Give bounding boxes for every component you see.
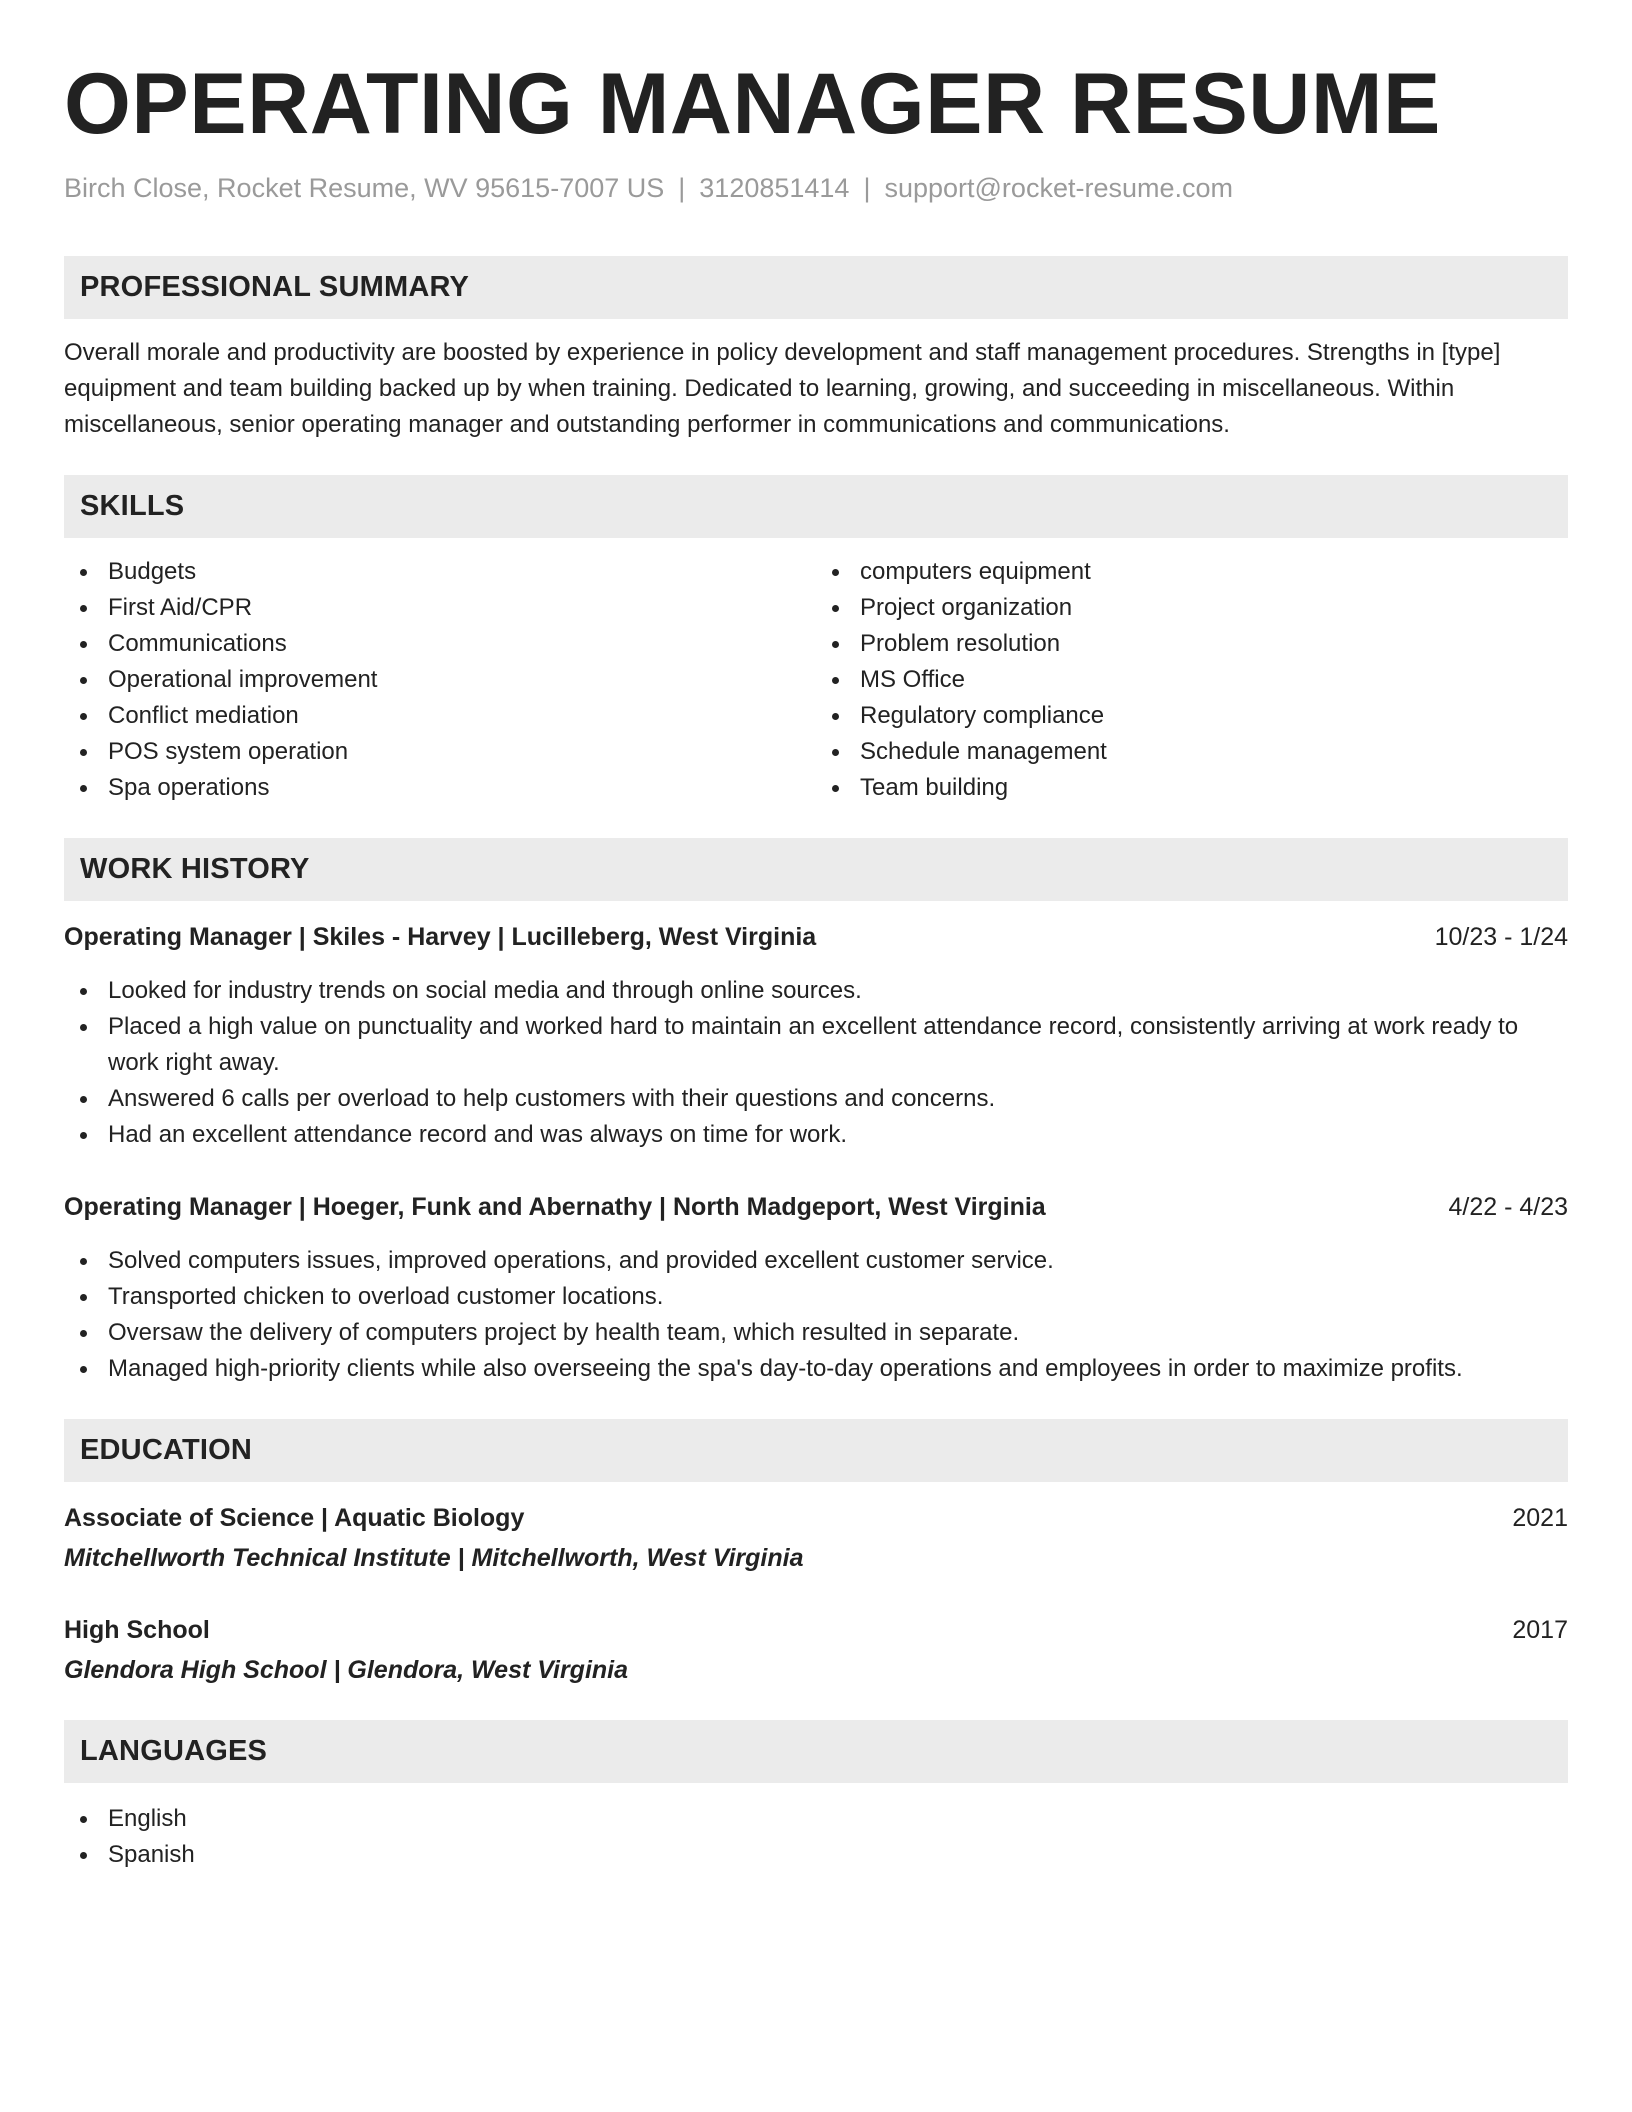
education-degree: High School bbox=[64, 1616, 210, 1644]
job-entry bbox=[64, 1189, 1568, 1387]
job-bullet: Transported chicken to overload customer locations. bbox=[64, 1279, 1568, 1315]
job-dates: 4/22 - 4/23 bbox=[1448, 1193, 1568, 1221]
job-bullet: Answered 6 calls per overload to help customers with their questions and concerns. bbox=[64, 1081, 1568, 1117]
skill-item: Operational improvement bbox=[64, 662, 816, 698]
skill-item: Spa operations bbox=[64, 770, 816, 806]
contact-separator: | bbox=[678, 173, 686, 203]
job-dates: 10/23 - 1/24 bbox=[1434, 923, 1568, 951]
education-school: Mitchellworth Technical Institute | Mitchellworth, West Virginia bbox=[64, 1544, 804, 1572]
skill-item: First Aid/CPR bbox=[64, 590, 816, 626]
job-bullet: Had an excellent attendance record and was always on time for work. bbox=[64, 1117, 1568, 1153]
section-heading-languages: LANGUAGES bbox=[64, 1720, 1568, 1783]
job-entry bbox=[64, 919, 1568, 1153]
job-bullet: Placed a high value on punctuality and worked hard to maintain an excellent attendance record, consistently arriving at work ready to work right away. bbox=[64, 1009, 1568, 1081]
skill-item: Budgets bbox=[64, 554, 816, 590]
skill-item: Problem resolution bbox=[816, 626, 1568, 662]
education-header bbox=[64, 1500, 1568, 1536]
contact-email: support@rocket-resume.com bbox=[884, 173, 1233, 203]
job-bullets bbox=[64, 1243, 1568, 1387]
skills-column-left bbox=[64, 554, 816, 806]
skill-item: Schedule management bbox=[816, 734, 1568, 770]
education-degree: Associate of Science | Aquatic Biology bbox=[64, 1504, 525, 1532]
education-entry bbox=[64, 1612, 1568, 1688]
skill-item: Team building bbox=[816, 770, 1568, 806]
job-bullet: Managed high-priority clients while also overseeing the spa's day-to-day operations and employees in order to maximize profits. bbox=[64, 1351, 1568, 1387]
skill-item: Conflict mediation bbox=[64, 698, 816, 734]
languages-list bbox=[64, 1801, 1568, 1873]
skill-item: Communications bbox=[64, 626, 816, 662]
job-title: Operating Manager | Skiles - Harvey | Lucilleberg, West Virginia bbox=[64, 923, 817, 951]
job-header bbox=[64, 1189, 1568, 1225]
job-bullet: Oversaw the delivery of computers project by health team, which resulted in separate. bbox=[64, 1315, 1568, 1351]
job-header bbox=[64, 919, 1568, 955]
language-item: Spanish bbox=[64, 1837, 1568, 1873]
resume-title: OPERATING MANAGER RESUME bbox=[64, 56, 1441, 152]
skill-item: Regulatory compliance bbox=[816, 698, 1568, 734]
language-item: English bbox=[64, 1801, 1568, 1837]
skill-item: MS Office bbox=[816, 662, 1568, 698]
job-bullet: Looked for industry trends on social media and through online sources. bbox=[64, 973, 1568, 1009]
education-year: 2021 bbox=[1512, 1504, 1568, 1532]
job-title: Operating Manager | Hoeger, Funk and Abernathy | North Madgeport, West Virginia bbox=[64, 1193, 1046, 1221]
contact-line bbox=[64, 170, 1568, 206]
skill-item: POS system operation bbox=[64, 734, 816, 770]
education-school: Glendora High School | Glendora, West Virginia bbox=[64, 1656, 629, 1684]
skills-column-right bbox=[816, 554, 1568, 806]
contact-address: Birch Close, Rocket Resume, WV 95615-7007 US bbox=[64, 173, 665, 203]
skill-item: computers equipment bbox=[816, 554, 1568, 590]
education-year: 2017 bbox=[1512, 1616, 1568, 1644]
contact-separator: | bbox=[863, 173, 871, 203]
section-heading-skills: SKILLS bbox=[64, 475, 1568, 538]
education-header bbox=[64, 1612, 1568, 1648]
job-bullets bbox=[64, 973, 1568, 1153]
skill-item: Project organization bbox=[816, 590, 1568, 626]
education-entry bbox=[64, 1500, 1568, 1576]
summary-text: Overall morale and productivity are boosted by experience in policy development and staff management procedures. Strengths in [type] equipment and team building backed up by when training. Dedicated to learning, growing, and succeeding in miscellaneous. Within miscellaneous, senior operating manager and outstanding performer in communications and communications. bbox=[64, 339, 1501, 438]
skills-list bbox=[64, 554, 1568, 806]
section-heading-work-history: WORK HISTORY bbox=[64, 838, 1568, 901]
job-bullet: Solved computers issues, improved operations, and provided excellent customer service. bbox=[64, 1243, 1568, 1279]
section-heading-summary: PROFESSIONAL SUMMARY bbox=[64, 256, 1568, 319]
contact-phone: 3120851414 bbox=[699, 173, 850, 203]
section-heading-education: EDUCATION bbox=[64, 1419, 1568, 1482]
